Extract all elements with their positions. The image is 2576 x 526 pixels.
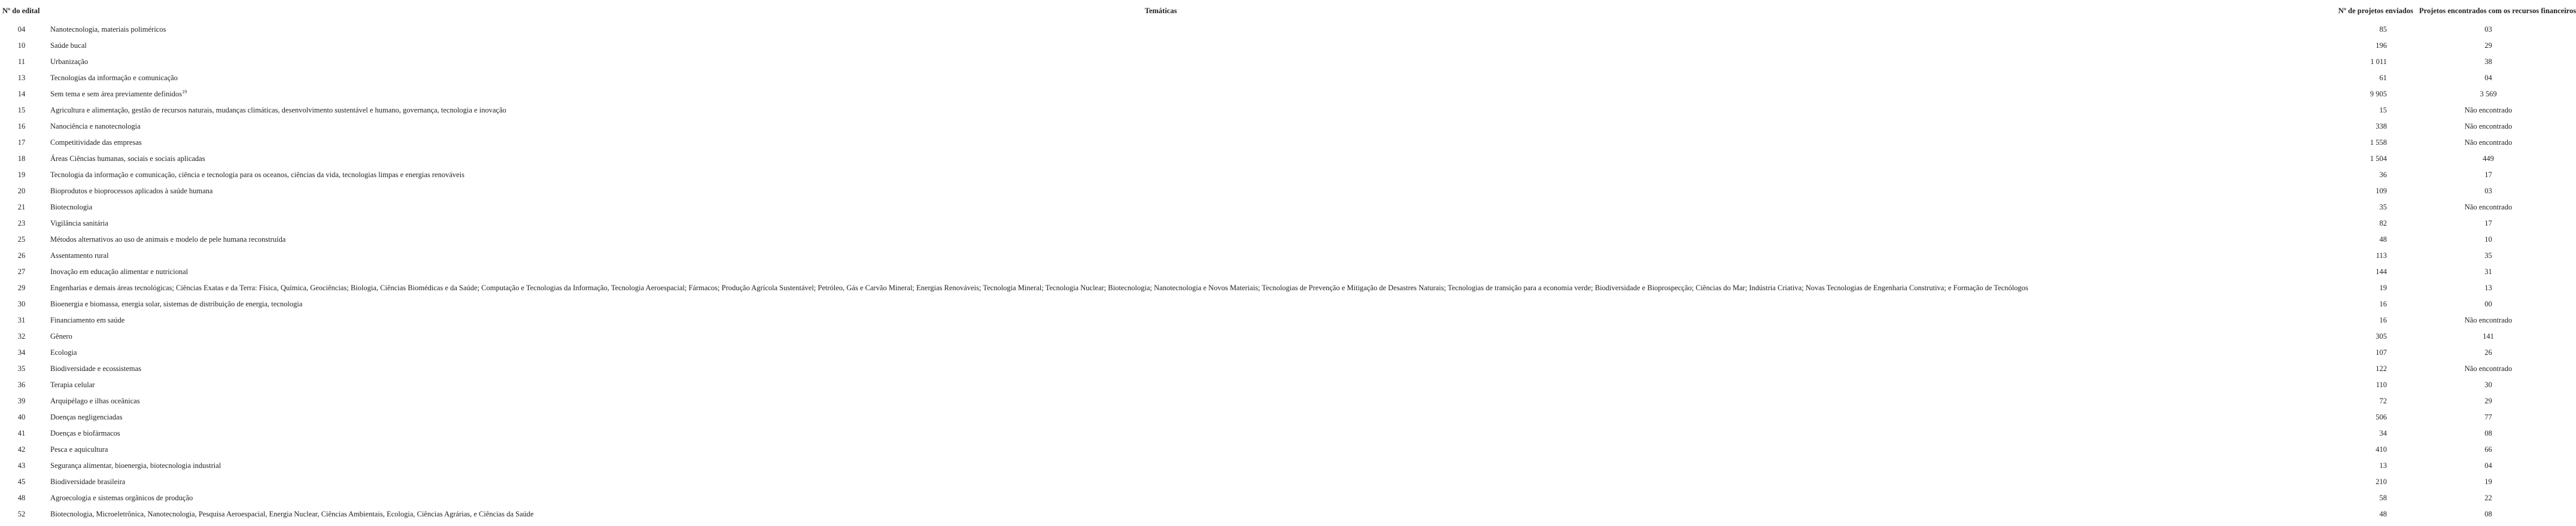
cell-enviados: 19 <box>2379 284 2387 292</box>
cell-tematica <box>43 280 2279 296</box>
table-row <box>0 490 2556 506</box>
cell-edital: 18 <box>17 154 26 163</box>
cell-recursos: 66 <box>2484 445 2492 454</box>
cell-recursos: 03 <box>2484 187 2492 195</box>
table-row <box>0 248 2556 264</box>
cell-edital: 36 <box>17 381 26 389</box>
cell-tematica <box>43 442 2279 458</box>
table-row <box>0 474 2556 490</box>
tematica-text: Engenharias e demais áreas tecnológicas; Ciências Exatas e da Terra: Física, Química, Geociências; Biologia, Ciências Biomédicas e da Saúde; Computação e Tecnologias da Informação, Tecnologia Aeroespacial; Fármacos; Produção Agrícola Sustentável; Petróleo, Gás e Carvão Mineral; Energias Renováveis; Tecnologia Mineral; Tecnologia Nuclear; Biotecnologia; Nanotecnologia e Novos Materiais; Tecnologias de Prevenção e Mitigação de Desastres Naturais; Tecnologias de transição para a economia verde; Biodiversidade e Bioprospecção; Ciências do Mar; Indústria Criativa; Novas Tecnologias de Engenharia Construtiva; e Formação de Tecnólogos <box>50 284 2028 292</box>
table-row <box>0 167 2556 183</box>
cell-edital: 34 <box>17 348 26 357</box>
cell-tematica <box>43 102 2279 118</box>
cell-edital: 32 <box>17 332 26 340</box>
table-row <box>0 102 2556 118</box>
cell-recursos: 30 <box>2484 381 2492 389</box>
tematica-text: Pesca e aquicultura <box>50 445 108 454</box>
cell-tematica <box>43 248 2279 264</box>
cell-enviados: 85 <box>2379 25 2387 34</box>
cell-recursos: 449 <box>2483 154 2494 163</box>
cell-enviados: 1 011 <box>2370 57 2387 66</box>
tematica-text: Terapia celular <box>50 381 95 389</box>
cell-tematica <box>43 183 2279 199</box>
cell-enviados: 48 <box>2379 235 2387 244</box>
cell-tematica <box>43 54 2279 70</box>
cell-recursos: 141 <box>2483 332 2494 340</box>
cell-tematica <box>43 135 2279 151</box>
tematica-text: Bioprodutos e bioprocessos aplicados à saúde humana <box>50 187 213 195</box>
cell-tematica <box>43 425 2279 442</box>
tematica-text: Assentamento rural <box>50 251 109 260</box>
cell-edital: 19 <box>17 171 26 179</box>
cell-tematica <box>43 377 2279 393</box>
cell-edital: 23 <box>17 219 26 227</box>
tematica-text: Competitividade das empresas <box>50 138 142 147</box>
cell-edital: 52 <box>17 510 26 518</box>
cell-enviados: 34 <box>2379 429 2387 437</box>
table-row <box>0 183 2556 199</box>
cell-edital: 17 <box>17 138 26 147</box>
cell-tematica <box>43 409 2279 425</box>
tematica-text: Ecologia <box>50 348 77 357</box>
tematica-text: Métodos alternativos ao uso de animais e modelo de pele humana reconstruída <box>50 235 286 244</box>
table-row <box>0 151 2556 167</box>
cell-edital: 29 <box>17 284 26 292</box>
cell-recursos: 13 <box>2484 284 2492 292</box>
cell-tematica <box>43 22 2279 38</box>
table-row <box>0 361 2556 377</box>
cell-enviados: 338 <box>2375 122 2387 130</box>
table-row <box>0 86 2556 102</box>
cell-tematica <box>43 199 2279 215</box>
cell-enviados: 109 <box>2375 187 2387 195</box>
cell-tematica <box>43 474 2279 490</box>
table-row <box>0 329 2556 345</box>
cell-tematica <box>43 490 2279 506</box>
table-row <box>0 393 2556 409</box>
cell-enviados: 61 <box>2379 74 2387 82</box>
cell-enviados: 196 <box>2375 41 2387 50</box>
cell-tematica <box>43 345 2279 361</box>
cell-recursos: 26 <box>2484 348 2492 357</box>
table-row <box>0 506 2556 522</box>
cell-recursos: Não encontrado <box>2464 106 2513 114</box>
table-row <box>0 312 2556 329</box>
cell-tematica <box>43 215 2279 232</box>
cell-tematica <box>43 329 2279 345</box>
cell-recursos: 00 <box>2484 300 2492 308</box>
cell-tematica <box>43 361 2279 377</box>
cell-enviados: 107 <box>2375 348 2387 357</box>
table-body <box>0 22 2556 522</box>
cell-recursos: Não encontrado <box>2464 138 2513 147</box>
cell-enviados: 506 <box>2375 413 2387 421</box>
table-row <box>0 38 2556 54</box>
cell-edital: 48 <box>17 494 26 502</box>
tematica-text: Nanotecnologia, materiais poliméricos <box>50 25 166 34</box>
tematica-text: Doenças negligenciadas <box>50 413 123 421</box>
cell-edital: 15 <box>17 106 26 114</box>
tematica-text: Segurança alimentar, bioenergia, biotecnologia industrial <box>50 461 221 470</box>
cell-recursos: 08 <box>2484 429 2492 437</box>
cell-enviados: 35 <box>2379 203 2387 211</box>
cell-recursos: 3 569 <box>2480 90 2497 98</box>
cell-tematica <box>43 232 2279 248</box>
cell-enviados: 113 <box>2375 251 2387 260</box>
cell-enviados: 410 <box>2375 445 2387 454</box>
tematica-text: Biotecnologia, Microeletrônica, Nanotecnologia, Pesquisa Aeroespacial, Energia Nuclear, Ciências Ambientais, Ecologia, Ciências Agrárias, e Ciências da Saúde <box>50 510 534 518</box>
cell-recursos: 04 <box>2484 461 2492 470</box>
cell-tematica <box>43 296 2279 312</box>
table-row <box>0 54 2556 70</box>
cell-tematica <box>43 70 2279 86</box>
cell-enviados: 110 <box>2375 381 2387 389</box>
cell-edital: 31 <box>17 316 26 324</box>
header-enviados: Nº de projetos enviados <box>2338 6 2413 15</box>
tematica-text: Biodiversidade brasileira <box>50 478 126 486</box>
cell-edital: 35 <box>17 364 26 373</box>
cell-edital: 04 <box>17 25 26 34</box>
cell-enviados: 15 <box>2379 106 2387 114</box>
cell-edital: 45 <box>17 478 26 486</box>
cell-edital: 30 <box>17 300 26 308</box>
cell-recursos: 77 <box>2484 413 2492 421</box>
cell-edital: 26 <box>17 251 26 260</box>
cell-enviados: 210 <box>2375 478 2387 486</box>
tematica-text: Doenças e biofármacos <box>50 429 120 437</box>
tematica-text: Agricultura e alimentação, gestão de recursos naturais, mudanças climáticas, desenvolvimento sustentável e humano, governança, tecnologia e inovação <box>50 106 506 114</box>
cell-recursos: Não encontrado <box>2464 203 2513 211</box>
cell-edital: 20 <box>17 187 26 195</box>
table-row <box>0 70 2556 86</box>
cell-recursos: 17 <box>2484 171 2492 179</box>
cell-recursos: 22 <box>2484 494 2492 502</box>
tematica-text: Sem tema e sem área previamente definidos <box>50 90 183 99</box>
cell-enviados: 72 <box>2379 397 2387 405</box>
cell-edital: 27 <box>17 267 26 276</box>
cell-enviados: 48 <box>2379 510 2387 518</box>
cell-recursos: 29 <box>2484 41 2492 50</box>
cell-recursos: Não encontrado <box>2464 364 2513 373</box>
table-row <box>0 232 2556 248</box>
table-row <box>0 22 2556 38</box>
cell-recursos: 38 <box>2484 57 2492 66</box>
cell-edital: 43 <box>17 461 26 470</box>
cell-edital: 16 <box>17 122 26 130</box>
table-row <box>0 458 2556 474</box>
cell-enviados: 122 <box>2375 364 2387 373</box>
cell-tematica <box>43 458 2279 474</box>
tematica-text: Biotecnologia <box>50 203 93 211</box>
cell-enviados: 36 <box>2379 171 2387 179</box>
cell-tematica <box>43 264 2279 280</box>
tematica-text: Tecnologias da informação e comunicação <box>50 74 178 82</box>
cell-recursos: Não encontrado <box>2464 122 2513 130</box>
tematica-text: Gênero <box>50 332 72 340</box>
tematica-text: Biodiversidade e ecossistemas <box>50 364 142 373</box>
cell-edital: 11 <box>17 57 26 66</box>
cell-enviados: 1 504 <box>2370 154 2387 163</box>
cell-edital: 10 <box>17 41 26 50</box>
cell-recursos: 03 <box>2484 25 2492 34</box>
tematica-text: Áreas Ciências humanas, sociais e sociais aplicadas <box>50 154 205 163</box>
cell-recursos: 29 <box>2484 397 2492 405</box>
cell-tematica <box>43 118 2279 135</box>
cell-recursos: 04 <box>2484 74 2492 82</box>
cell-enviados: 82 <box>2379 219 2387 227</box>
cell-tematica <box>43 312 2279 329</box>
cell-enviados: 58 <box>2379 494 2387 502</box>
cell-enviados: 305 <box>2375 332 2387 340</box>
table-row <box>0 296 2556 312</box>
tematica-text: Inovação em educação alimentar e nutricional <box>50 267 189 276</box>
table-row <box>0 280 2556 296</box>
header-row <box>0 0 2556 22</box>
cell-tematica <box>43 506 2279 522</box>
cell-enviados: 9 905 <box>2370 90 2387 98</box>
table-row <box>0 199 2556 215</box>
cell-tematica <box>43 393 2279 409</box>
table-row <box>0 215 2556 232</box>
header-recursos: Projetos encontrados com os recursos financeiros <box>2419 6 2576 15</box>
cell-recursos: 35 <box>2484 251 2492 260</box>
cell-enviados: 16 <box>2379 316 2387 324</box>
cell-edital: 25 <box>17 235 26 244</box>
cell-edital: 14 <box>17 90 26 98</box>
table-row <box>0 118 2556 135</box>
cell-recursos: Não encontrado <box>2464 316 2513 324</box>
cell-tematica <box>43 38 2279 54</box>
table-row <box>0 135 2556 151</box>
tematica-text: Saúde bucal <box>50 41 87 50</box>
cell-tematica <box>43 86 2279 102</box>
cell-recursos: 19 <box>2484 478 2492 486</box>
cell-edital: 13 <box>17 74 26 82</box>
cell-enviados: 16 <box>2379 300 2387 308</box>
cell-enviados: 144 <box>2375 267 2387 276</box>
table-row <box>0 442 2556 458</box>
table-row <box>0 377 2556 393</box>
cell-recursos: 17 <box>2484 219 2492 227</box>
cell-edital: 40 <box>17 413 26 421</box>
footnote-marker: 19 <box>182 89 187 95</box>
tematica-text: Nanociência e nanotecnologia <box>50 122 141 130</box>
table-row <box>0 409 2556 425</box>
table-row <box>0 264 2556 280</box>
cell-edital: 21 <box>17 203 26 211</box>
tematica-text: Tecnologia da informação e comunicação, ciência e tecnologia para os oceanos, ciências da vida, tecnologias limpas e energias renováveis <box>50 171 464 179</box>
tematica-text: Agroecologia e sistemas orgânicos de produção <box>50 494 193 502</box>
table-row <box>0 425 2556 442</box>
table-row <box>0 345 2556 361</box>
tematica-text: Arquipélago e ilhas oceânicas <box>50 397 140 405</box>
cell-enviados: 1 558 <box>2370 138 2387 147</box>
header-tematica: Temáticas <box>1144 6 1177 15</box>
header-edital: Nº do edital <box>2 6 40 15</box>
cell-tematica <box>43 151 2279 167</box>
tematica-text: Financiamento em saúde <box>50 316 125 324</box>
cell-recursos: 31 <box>2484 267 2492 276</box>
cell-edital: 39 <box>17 397 26 405</box>
tematica-text: Bioenergia e biomassa, energia solar, sistemas de distribuição de energia, tecnologia <box>50 300 303 308</box>
cell-recursos: 08 <box>2484 510 2492 518</box>
cell-edital: 41 <box>17 429 26 437</box>
cell-tematica <box>43 167 2279 183</box>
cell-enviados: 13 <box>2379 461 2387 470</box>
cell-recursos: 10 <box>2484 235 2492 244</box>
tematica-text: Urbanização <box>50 57 89 66</box>
tematica-text: Vigilância sanitária <box>50 219 108 227</box>
cell-edital: 42 <box>17 445 26 454</box>
